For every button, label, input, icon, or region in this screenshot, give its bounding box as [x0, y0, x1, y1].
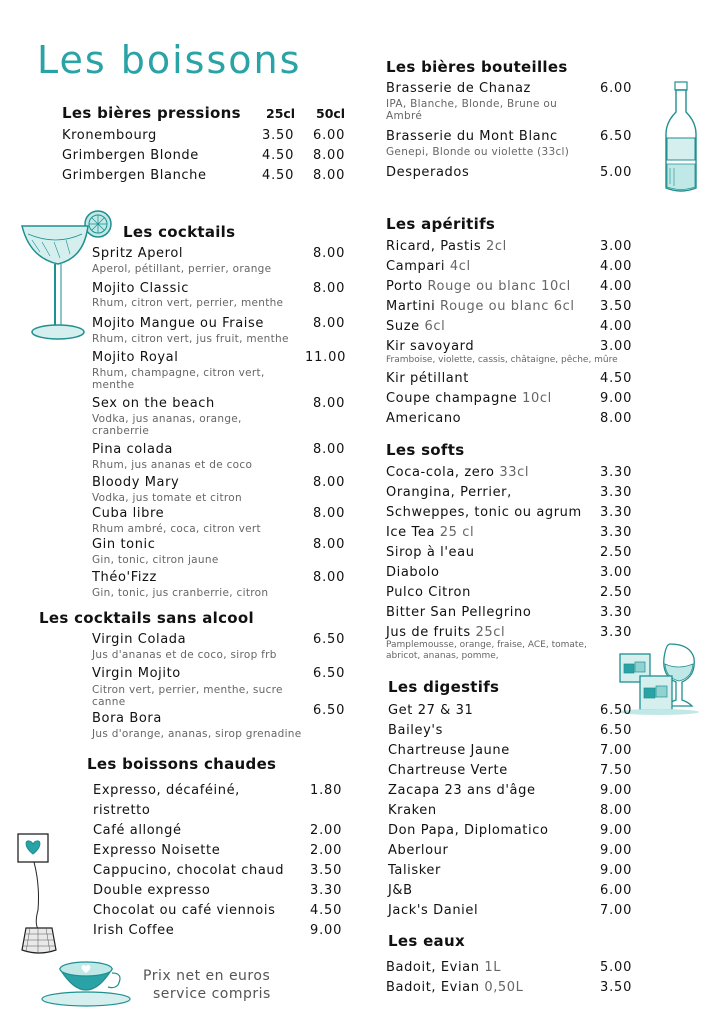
latte-cup-icon [40, 961, 132, 1007]
menu-item-name: Diabolo [386, 565, 440, 580]
menu-item-name: Americano [386, 411, 462, 426]
menu-item-name [386, 391, 552, 407]
menu-item-label: Martini [386, 299, 436, 314]
menu-item-price: 9.00 [310, 923, 343, 938]
menu-item-name: Mojito Classic [92, 281, 189, 296]
menu-item-description: cranberrie [92, 425, 150, 437]
menu-item-name: Aberlour [388, 843, 449, 858]
menu-item-price: 6.50 [313, 703, 346, 718]
menu-item-name: Chartreuse Verte [388, 763, 508, 778]
section-heading-digestifs: Les digestifs [388, 678, 500, 696]
menu-item-name: Virgin Mojito [92, 666, 181, 681]
menu-item-name: Pina colada [92, 442, 174, 457]
price-note-line-1: Prix net en euros [143, 968, 271, 984]
menu-item-volume: 2cl [486, 239, 507, 254]
menu-item-label: Badoit, Evian [386, 960, 480, 975]
menu-item-name: Spritz Aperol [92, 246, 184, 261]
menu-item-name: Brasserie de Chanaz [386, 81, 531, 96]
menu-item-description: menthe [92, 379, 135, 391]
menu-item-name: Café allongé [93, 823, 182, 838]
menu-item-price: 6.50 [600, 723, 633, 738]
menu-item-price: 6.50 [600, 703, 633, 718]
menu-item-name: Bailey's [388, 723, 443, 738]
menu-item-price: 3.30 [600, 525, 633, 540]
menu-item-price: 3.50 [600, 299, 633, 314]
menu-item-price: 4.00 [600, 319, 633, 334]
menu-item-price: 4.00 [600, 279, 633, 294]
menu-item-price: 8.00 [313, 442, 346, 457]
menu-item-name: Mojito Royal [92, 350, 179, 365]
menu-item-name: ristretto [93, 803, 151, 818]
section-heading-bieres-pressions: Les bières pressions [62, 104, 241, 122]
page-title: Les boissons [37, 38, 302, 82]
menu-item-price: 4.50 [310, 903, 343, 918]
menu-item-label: Coupe champagne [386, 391, 518, 406]
menu-item-price: 8.00 [313, 246, 346, 261]
menu-item-name: Chartreuse Jaune [388, 743, 510, 758]
menu-item-volume: 25cl [475, 625, 506, 640]
menu-item-name: Brasserie du Mont Blanc [386, 129, 558, 144]
tea-bag-icon [14, 830, 66, 958]
menu-item-name [386, 525, 474, 541]
menu-item-price: 6.00 [600, 81, 633, 96]
section-heading-cocktails-sans-alcool: Les cocktails sans alcool [39, 609, 254, 627]
menu-item-label: Badoit, Evian [386, 980, 480, 995]
menu-item-name: Kronembourg [62, 128, 157, 143]
menu-item-price: 5.00 [600, 165, 633, 180]
menu-item-name [386, 279, 571, 295]
menu-item-name: Bora Bora [92, 711, 162, 726]
menu-item-name: Chocolat ou café viennois [93, 903, 276, 918]
price-note-line-2: service compris [153, 986, 271, 1002]
menu-item-description: Gin, tonic, jus cranberrie, citron [92, 587, 269, 599]
menu-item-name: Desperados [386, 165, 470, 180]
menu-item-price: 11.00 [305, 350, 347, 365]
menu-item-description: Aperol, pétillant, perrier, orange [92, 263, 272, 275]
menu-item-name: J&B [388, 883, 413, 898]
menu-item-price: 3.30 [600, 485, 633, 500]
menu-item-price: 7.50 [600, 763, 633, 778]
menu-item-name: Jack's Daniel [388, 903, 479, 918]
column-header-25cl: 25cl [266, 106, 296, 121]
menu-item-label: Campari [386, 259, 446, 274]
menu-item-name: Zacapa 23 ans d'âge [388, 783, 536, 798]
section-heading-bieres-bouteilles: Les bières bouteilles [386, 58, 568, 76]
section-heading-boissons-chaudes: Les boissons chaudes [87, 755, 277, 773]
menu-item-price: 8.00 [313, 396, 346, 411]
menu-item-price: 3.30 [600, 605, 633, 620]
beer-bottle-icon [660, 80, 702, 196]
menu-item-price: 6.00 [600, 883, 633, 898]
menu-item-label: Ricard, Pastis [386, 239, 482, 254]
menu-item-name: Gin tonic [92, 537, 156, 552]
menu-item-description: abricot, ananas, pomme, [386, 651, 499, 661]
menu-item-name: Sex on the beach [92, 396, 215, 411]
menu-item-price-25cl: 4.50 [262, 168, 295, 183]
section-heading-eaux: Les eaux [388, 932, 465, 950]
menu-item-price: 4.50 [600, 371, 633, 386]
section-heading-softs: Les softs [386, 441, 465, 459]
menu-item-price: 2.50 [600, 545, 633, 560]
menu-item-name: Mojito Mangue ou Fraise [92, 316, 264, 331]
menu-item-name [386, 259, 471, 275]
menu-item-name: Kraken [388, 803, 437, 818]
menu-item-name: Cuba libre [92, 506, 165, 521]
menu-item-name: Kir pétillant [386, 371, 469, 386]
menu-item-description: Framboise, violette, cassis, châtaigne, pêche, mûre [386, 355, 618, 365]
menu-item-price: 2.50 [600, 585, 633, 600]
menu-item-price: 3.00 [600, 565, 633, 580]
menu-item-name: Cappucino, chocolat chaud [93, 863, 285, 878]
menu-item-name [386, 625, 505, 641]
menu-item-label: Jus de fruits [386, 625, 471, 640]
menu-item-price: 8.00 [600, 803, 633, 818]
menu-item-price-50cl: 6.00 [313, 128, 346, 143]
menu-item-description: Ambré [386, 110, 423, 122]
menu-item-name: Talisker [388, 863, 441, 878]
menu-item-name [386, 980, 524, 996]
menu-item-description: Citron vert, perrier, menthe, sucre [92, 684, 283, 696]
menu-item-price: 3.30 [600, 625, 633, 640]
menu-item-name: Don Papa, Diplomatico [388, 823, 549, 838]
menu-item-name [386, 465, 529, 481]
menu-item-description: Jus d'ananas et de coco, sirop frb [92, 649, 277, 661]
menu-item-volume: 4cl [449, 259, 471, 274]
section-heading-aperitifs: Les apéritifs [386, 215, 496, 233]
menu-item-description: Vodka, jus tomate et citron [92, 492, 242, 504]
menu-item-price: 7.00 [600, 743, 633, 758]
menu-item-name [386, 299, 575, 315]
menu-item-name: Bitter San Pellegrino [386, 605, 532, 620]
menu-item-description: Genepi, Blonde ou violette (33cl) [386, 146, 570, 158]
section-heading-cocktails: Les cocktails [123, 223, 236, 241]
menu-item-price: 3.50 [600, 980, 633, 995]
menu-item-price: 3.30 [600, 505, 633, 520]
menu-item-description: Rhum, champagne, citron vert, [92, 367, 265, 379]
menu-item-name [386, 319, 445, 335]
menu-item-description: Rhum, citron vert, perrier, menthe [92, 297, 284, 309]
menu-item-name: Irish Coffee [93, 923, 175, 938]
menu-item-name: Kir savoyard [386, 339, 475, 354]
menu-item-price: 8.00 [313, 281, 346, 296]
menu-item-name: Virgin Colada [92, 632, 187, 647]
menu-item-description: Rhum, jus ananas et de coco [92, 459, 253, 471]
menu-item-description: Vodka, jus ananas, orange, [92, 413, 242, 425]
menu-item-price: 9.00 [600, 391, 633, 406]
menu-item-price: 9.00 [600, 783, 633, 798]
menu-item-price: 8.00 [313, 537, 346, 552]
menu-item-price: 6.50 [600, 129, 633, 144]
menu-item-name [386, 239, 507, 255]
menu-item-name: Grimbergen Blonde [62, 148, 199, 163]
menu-item-name: Bloody Mary [92, 475, 180, 490]
menu-item-price: 8.00 [313, 475, 346, 490]
menu-item-name: Get 27 & 31 [388, 703, 474, 718]
menu-item-price: 6.50 [313, 666, 346, 681]
menu-item-price: 8.00 [313, 570, 346, 585]
menu-item-volume: Rouge ou blanc 10cl [427, 279, 571, 294]
menu-item-volume: Rouge ou blanc 6cl [440, 299, 575, 314]
menu-item-price-25cl: 3.50 [262, 128, 295, 143]
menu-item-price: 9.00 [600, 823, 633, 838]
menu-item-price: 2.00 [310, 843, 343, 858]
menu-item-price-25cl: 4.50 [262, 148, 295, 163]
menu-item-price: 9.00 [600, 843, 633, 858]
menu-item-label: Ice Tea [386, 525, 436, 540]
menu-item-price: 1.80 [310, 783, 343, 798]
menu-item-description: Rhum ambré, coca, citron vert [92, 523, 261, 535]
menu-item-label: Porto [386, 279, 423, 294]
column-header-50cl: 50cl [316, 106, 346, 121]
menu-item-description: IPA, Blanche, Blonde, Brune ou [386, 98, 558, 110]
menu-item-price: 5.00 [600, 960, 633, 975]
menu-item-price: 3.30 [600, 465, 633, 480]
menu-item-description: Rhum, citron vert, jus fruit, menthe [92, 333, 289, 345]
price-note [143, 967, 271, 1003]
menu-item-price: 3.00 [600, 239, 633, 254]
menu-item-volume: 33cl [499, 465, 530, 480]
menu-item-description: Pamplemousse, orange, fraise, ACE, tomate, [386, 640, 587, 650]
menu-item-price: 8.00 [600, 411, 633, 426]
menu-item-price: 7.00 [600, 903, 633, 918]
menu-item-price: 3.50 [310, 863, 343, 878]
menu-item-price: 3.30 [310, 883, 343, 898]
menu-item-price: 8.00 [313, 316, 346, 331]
menu-item-name [386, 960, 501, 976]
menu-item-label: Suze [386, 319, 420, 334]
menu-item-volume: 6cl [424, 319, 446, 334]
menu-item-price: 8.00 [313, 506, 346, 521]
menu-item-name: Expresso Noisette [93, 843, 221, 858]
menu-item-price: 6.50 [313, 632, 346, 647]
menu-item-name: Pulco Citron [386, 585, 471, 600]
menu-item-name: Expresso, décaféiné, [93, 783, 240, 798]
menu-item-volume: 1L [484, 960, 502, 975]
menu-item-name: Grimbergen Blanche [62, 168, 207, 183]
menu-item-price: 9.00 [600, 863, 633, 878]
menu-item-name: Double expresso [93, 883, 211, 898]
menu-item-name: Orangina, Perrier, [386, 485, 512, 500]
menu-item-price: 2.00 [310, 823, 343, 838]
menu-item-description: canne [92, 696, 126, 708]
menu-item-price: 3.00 [600, 339, 633, 354]
menu-item-volume: 25 cl [439, 525, 475, 540]
menu-item-volume: 10cl [522, 391, 552, 406]
menu-item-name: Schweppes, tonic ou agrum [386, 505, 582, 520]
menu-item-price: 4.00 [600, 259, 633, 274]
menu-item-description: Jus d'orange, ananas, sirop grenadine [92, 728, 302, 740]
menu-item-name: Sirop à l'eau [386, 545, 475, 560]
menu-item-name: Théo'Fizz [92, 570, 157, 585]
menu-item-price-50cl: 8.00 [313, 148, 346, 163]
menu-item-price-50cl: 8.00 [313, 168, 346, 183]
menu-item-description: Gin, tonic, citron jaune [92, 554, 219, 566]
menu-item-label: Coca-cola, zero [386, 465, 495, 480]
menu-item-volume: 0,50L [484, 980, 524, 995]
